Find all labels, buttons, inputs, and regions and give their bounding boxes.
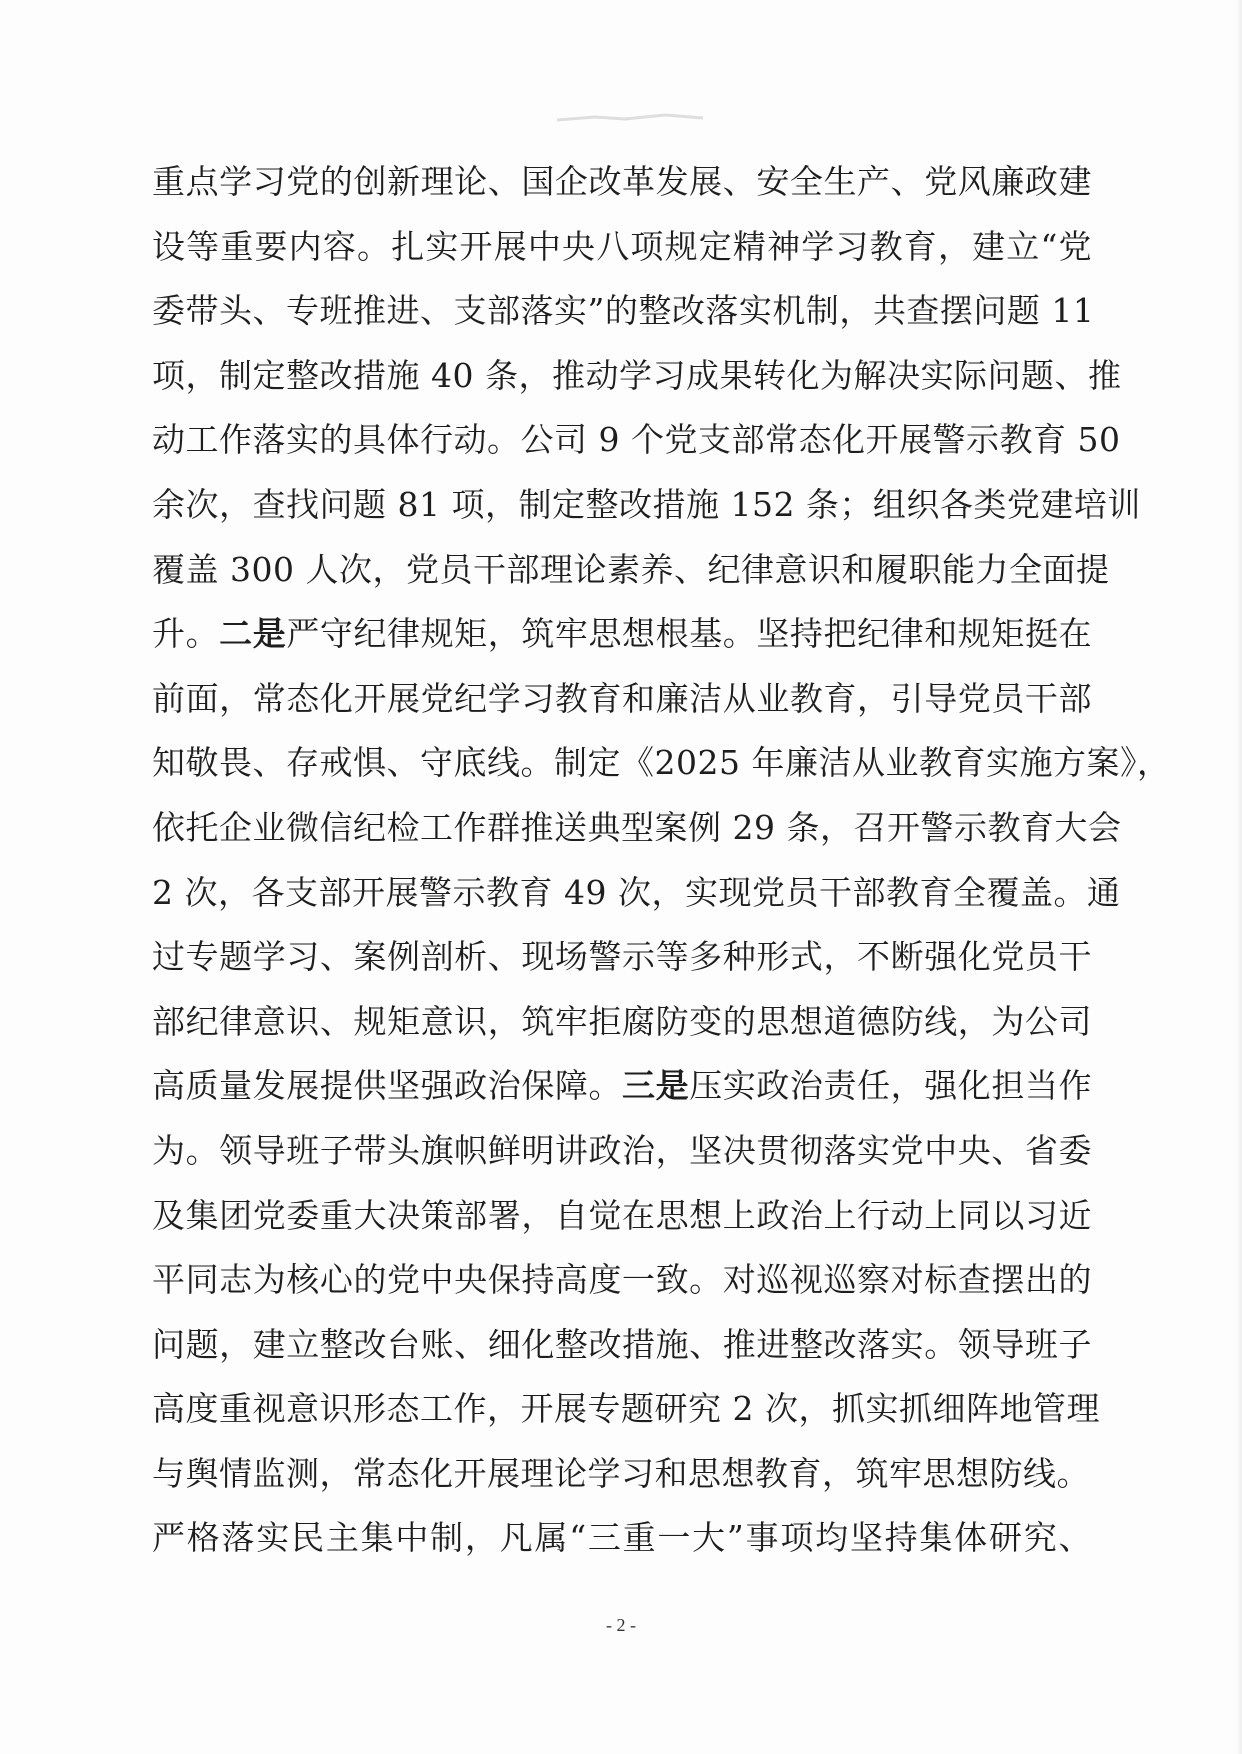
text-line <box>152 279 1095 344</box>
text-line <box>152 538 1110 603</box>
text-segment: 与舆情监测，常态化开展理论学习和思想教育，筑牢思想防线。 <box>152 1453 1090 1493</box>
text-segment: 过专题学习、案例剖析、现场警示等多种形式，不断强化党员干 <box>152 937 1092 977</box>
text-segment: 平同志为核心的党中央保持高度一致。对巡视巡察对标查摆出的 <box>152 1260 1092 1300</box>
text-segment: 前面，常态化开展党纪学习教育和廉洁从业教育，引导党员干部 <box>152 678 1092 718</box>
text-line <box>152 602 1092 667</box>
text-line <box>152 1184 1092 1249</box>
bold-heading-marker: 二是 <box>219 614 287 654</box>
text-segment: 覆盖 300 人次，党员干部理论素养、纪律意识和履职能力全面提 <box>152 549 1110 589</box>
text-segment: 问题，建立整改台账、细化整改措施、推进整改落实。领导班子 <box>152 1324 1092 1364</box>
text-line <box>152 1377 1100 1442</box>
text-line <box>152 344 1122 409</box>
text-line <box>152 990 1092 1055</box>
text-segment: 余次，查找问题 81 项，制定整改措施 152 条；组织各类党建培训 <box>152 484 1141 524</box>
page-number: - 2 - <box>606 1615 636 1635</box>
text-segment: 压实政治责任，强化担当作 <box>689 1066 1093 1106</box>
text-line <box>152 1248 1092 1313</box>
text-line <box>152 1119 1092 1184</box>
text-segment: 严格落实民主集中制，凡属“三重一大”事项均坚持集体研究、 <box>152 1518 1092 1558</box>
text-segment: 依托企业微信纪检工作群推送典型案例 29 条，召开警示教育大会 <box>152 807 1122 847</box>
text-line <box>152 667 1092 732</box>
text-segment: 高质量发展提供坚强政治保障。 <box>152 1066 623 1106</box>
text-segment: 2 次，各支部开展警示教育 49 次，实现党员干部教育全覆盖。通 <box>152 872 1121 912</box>
text-line <box>152 408 1121 473</box>
text-line <box>152 1506 1092 1571</box>
text-segment: 部纪律意识、规矩意识，筑牢拒腐防变的思想道德防线，为公司 <box>152 1001 1092 1041</box>
text-line <box>152 731 1171 796</box>
page-edge-shadow <box>1236 0 1242 1754</box>
text-segment: 知敬畏、存戒惧、守底线。制定《2025 年廉洁从业教育实施方案》， <box>152 743 1171 783</box>
text-line <box>152 1313 1092 1378</box>
text-line <box>152 473 1141 538</box>
text-line <box>152 861 1121 926</box>
text-segment: 项，制定整改措施 40 条，推动学习成果转化为解决实际问题、推 <box>152 355 1122 395</box>
text-segment: 严守纪律规矩，筑牢思想根基。坚持把纪律和规矩挺在 <box>286 614 1093 654</box>
text-segment: 升。 <box>152 614 220 654</box>
text-segment: 重点学习党的创新理论、国企改革发展、安全生产、党风廉政建 <box>152 162 1092 201</box>
text-line <box>152 215 1092 280</box>
text-line <box>152 150 1092 215</box>
bleed-through-mark <box>555 108 705 126</box>
text-line <box>152 925 1092 990</box>
text-segment: 动工作落实的具体行动。公司 9 个党支部常态化开展警示教育 50 <box>152 420 1121 460</box>
text-segment: 及集团党委重大决策部署，自觉在思想上政治上行动上同以习近 <box>152 1195 1092 1235</box>
text-segment: 高度重视意识形态工作，开展专题研究 2 次，抓实抓细阵地管理 <box>152 1389 1100 1429</box>
text-line <box>152 1442 1092 1507</box>
body-text <box>152 150 1171 1571</box>
text-line <box>152 1054 1092 1119</box>
text-segment: 设等重要内容。扎实开展中央八项规定精神学习教育，建立“党 <box>152 226 1092 266</box>
bold-heading-marker: 三是 <box>622 1066 690 1106</box>
text-segment: 委带头、专班推进、支部落实”的整改落实机制，共查摆问题 11 <box>152 291 1095 331</box>
text-line <box>152 796 1122 861</box>
text-segment: 为。领导班子带头旗帜鲜明讲政治，坚决贯彻落实党中央、省委 <box>152 1130 1092 1170</box>
